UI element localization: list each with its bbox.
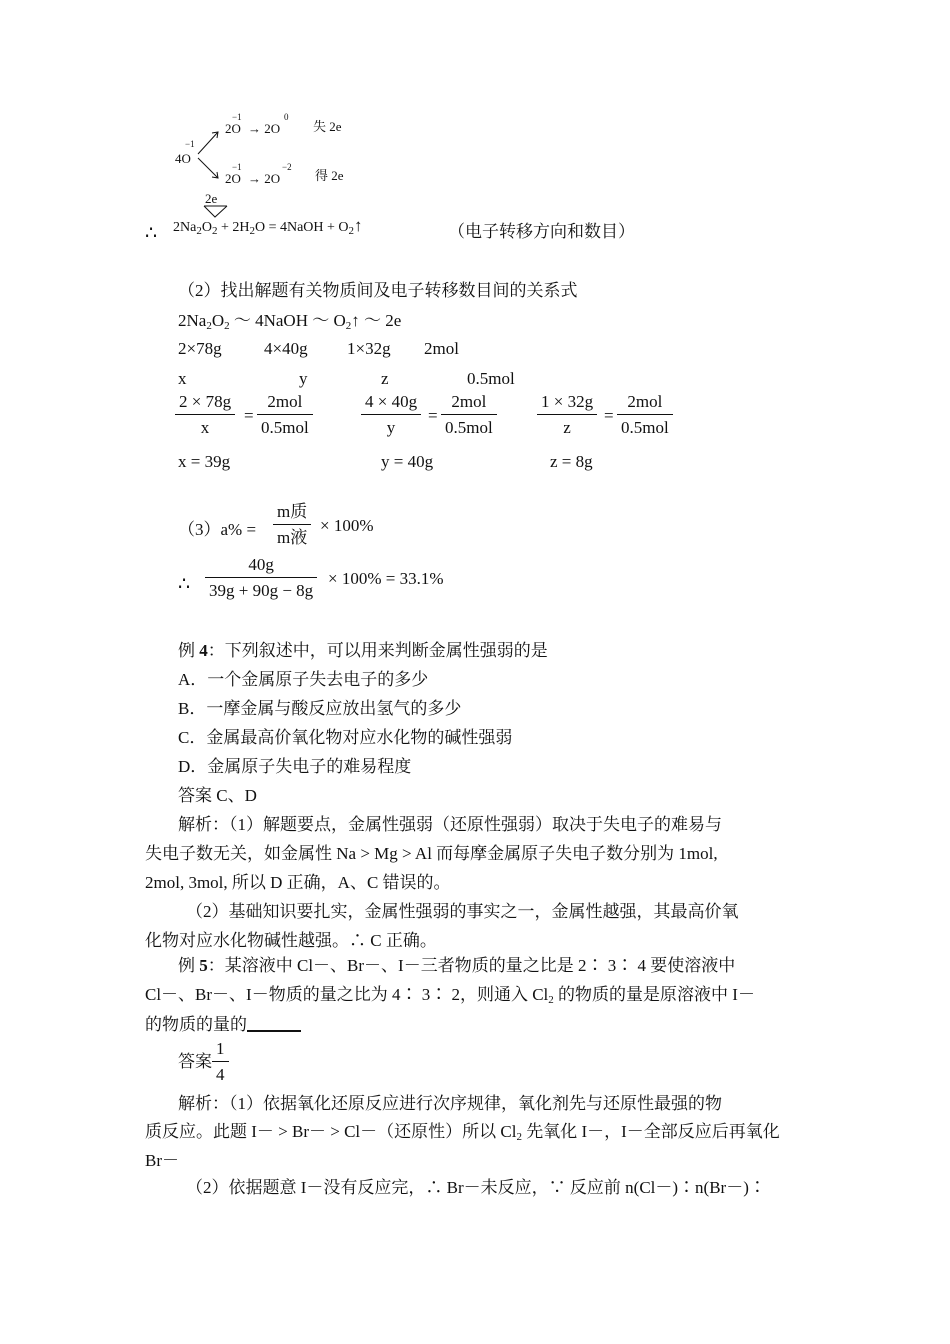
example4-analysis-1-line-1: 解析：（1）解题要点，金属性强弱（还原性强弱）取决于失电子的难易与 bbox=[178, 815, 722, 834]
therefore-symbol-2: ∴ bbox=[178, 574, 191, 595]
example4-option-b: B．一摩金属与酸反应放出氢气的多少 bbox=[178, 699, 462, 718]
result-z: z = 8g bbox=[550, 452, 593, 471]
part2-heading: （2）找出解题有关物质间及电子转移数目间的关系式 bbox=[178, 281, 578, 300]
example5-analysis-2-line-1: （2）依据题意 I－没有反应完，∴ Br－未反应，∵ 反应前 n(Cl－)∶n(Br－)∶ bbox=[186, 1178, 766, 1197]
therefore-symbol: ∴ bbox=[145, 223, 158, 244]
fraction-3-left: $\frac{1 \times 32g}{z}$ bbox=[537, 393, 597, 436]
equation-note: （电子转移方向和数目） bbox=[448, 222, 635, 241]
percent-result: × 100% = 33.1% bbox=[328, 569, 444, 588]
lose-electrons-note: 失 2e bbox=[313, 119, 342, 134]
relation-formula: $2Na_2O_2$ ～ 4NaOH ～ $O_2↑$ ～ 2e bbox=[178, 311, 402, 332]
mass-2: 4×40g bbox=[264, 339, 308, 358]
top-to: → 2O bbox=[248, 121, 281, 136]
top-from-charge: −1 bbox=[232, 112, 242, 122]
example5-title: 例 5：某溶液中 Cl－、Br－、I－三者物质的量之比是 2∶ 3∶ 4 要使溶液中 bbox=[178, 956, 736, 975]
example5-answer-fraction: $\frac{1}{4}$ bbox=[212, 1040, 229, 1083]
equals-2: = bbox=[428, 406, 438, 425]
var-z: z bbox=[381, 369, 389, 388]
fraction-1-right: 2mol 0.5mol bbox=[257, 393, 313, 436]
example5-line-3: 的物质的量的 bbox=[145, 1016, 815, 1033]
example4-analysis-2-line-1: （2）基础知识要扎实，金属性强弱的事实之一，金属性越强，其最高价氧 bbox=[186, 902, 739, 921]
example4-analysis-2-line-2: 化物对应水化物碱性越强。∴ C 正确。 bbox=[145, 931, 437, 950]
fraction-2-left: $\frac{4 \times 40g}{y}$ bbox=[361, 393, 421, 436]
example4-analysis-1-line-2: 失电子数无关，如金属性 Na > Mg > Al 而每摩金属原子失电子数分别为 1mol, bbox=[145, 844, 718, 863]
result-x: x = 39g bbox=[178, 452, 231, 471]
top-from: 2O bbox=[225, 121, 241, 136]
example5-line-2: Cl－、Br－、I－物质的量之比为 4∶ 3∶ 2，则通入 $Cl_2$ 的物质的量是原溶液中 I－ bbox=[145, 985, 755, 1006]
part3-tail: × 100% bbox=[320, 516, 374, 535]
equals-1: = bbox=[244, 406, 254, 425]
bottom-from-charge: −1 bbox=[232, 162, 242, 172]
left-oxygen-charge: −1 bbox=[185, 139, 195, 149]
example5-analysis-1-line-1: 解析：（1）依据氧化还原反应进行次序规律，氧化剂先与还原性最强的物 bbox=[178, 1094, 722, 1113]
gain-electrons-note: 得 2e bbox=[315, 168, 344, 183]
bottom-to: → 2O bbox=[248, 171, 281, 186]
part3-label: （3）a% = bbox=[178, 520, 257, 539]
example5-analysis-1-line-3: Br－ bbox=[145, 1151, 179, 1170]
fraction-2-right: 2mol 0.5mol bbox=[441, 393, 497, 436]
reaction-equation: $2Na_2O_2 + 2H_2O$ = 4NaOH + $O_2↑$ bbox=[173, 216, 363, 237]
example4-option-d: D．金属原子失电子的难易程度 bbox=[178, 757, 412, 776]
top-to-charge: 0 bbox=[284, 112, 289, 122]
fraction-3-right: 2mol 0.5mol bbox=[617, 393, 673, 436]
mass-4: 2mol bbox=[424, 339, 459, 358]
fraction-1-left: $\frac{2 \times 78g}{x}$ bbox=[175, 393, 235, 436]
branch-arrows bbox=[196, 126, 226, 186]
answer-blank bbox=[247, 1016, 301, 1032]
result-y: y = 40g bbox=[381, 452, 434, 471]
example4-analysis-1-line-3: 2mol, 3mol, 所以 D 正确，A、C 错误的。 bbox=[145, 873, 451, 892]
example4-title: 例 4：下列叙述中，可以用来判断金属性强弱的是 bbox=[178, 641, 548, 660]
bottom-to-charge: −2 bbox=[282, 162, 292, 172]
var-y: y bbox=[299, 369, 308, 388]
percent-fraction: $\frac{40g}{39g + 90g - 8g}$ bbox=[205, 556, 317, 599]
mass-fraction: m质 m液 bbox=[273, 503, 311, 546]
example4-option-a: A．一个金属原子失去电子的多少 bbox=[178, 670, 429, 689]
equals-3: = bbox=[604, 406, 614, 425]
example4-option-c: C．金属最高价氧化物对应水化物的碱性强弱 bbox=[178, 728, 513, 747]
var-mol: 0.5mol bbox=[467, 369, 515, 388]
example4-answer: 答案 C、D bbox=[178, 786, 257, 805]
var-x: x bbox=[178, 369, 187, 388]
mass-1: 2×78g bbox=[178, 339, 222, 358]
arc-electron-label: 2e bbox=[205, 191, 218, 206]
bottom-from: 2O bbox=[225, 171, 241, 186]
example5-analysis-1-line-2: 质反应。此题 I－ > Br－ > Cl－（还原性）所以 $Cl_2$ 先氧化 I－，I－全部反应后再氧化 bbox=[145, 1122, 780, 1143]
example5-answer-label: 答案 bbox=[178, 1052, 212, 1071]
left-oxygen: 4O bbox=[175, 151, 191, 166]
mass-3: 1×32g bbox=[347, 339, 391, 358]
